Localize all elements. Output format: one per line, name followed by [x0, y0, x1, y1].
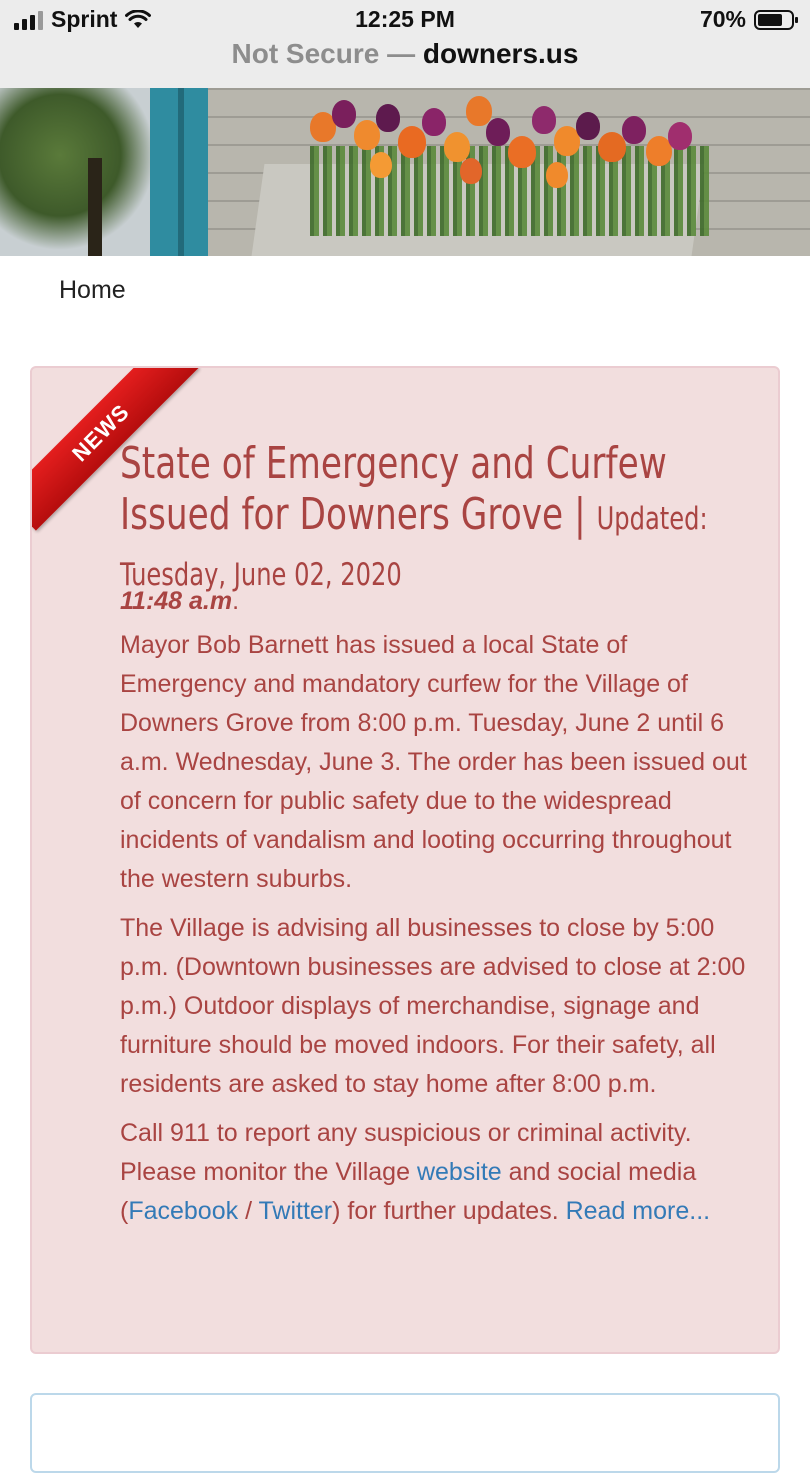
website-link[interactable]: website: [416, 1158, 502, 1186]
carrier-label: Sprint: [51, 6, 118, 32]
battery-icon: [754, 10, 794, 30]
security-label: Not Secure: [231, 38, 380, 69]
news-paragraph-2: The Village is advising all businesses to close by 5:00 p.m. (Downtown businesses are advised to close at 2:00 p.m.) Outdoor displays of merchandise, signage and furniture should be moved indoors. For their safety, all residents are asked to stay home after 8:00 p.m.: [120, 914, 746, 1098]
news-time-value: 11:48 a.m: [120, 587, 233, 615]
news-paragraph-3: Call 911 to report any suspicious or criminal activity. Please monitor the Village website and social media (Facebook / Twitter) for further updates. Read more...: [120, 1119, 711, 1225]
facebook-link[interactable]: Facebook: [128, 1197, 239, 1225]
banner-tree: [0, 88, 150, 256]
read-more-link[interactable]: Read more...: [565, 1197, 711, 1225]
status-right: [700, 6, 794, 33]
banner-flowers: [310, 92, 700, 212]
news-title: State of Emergency and Curfew Issued for Downers Grove |: [120, 438, 667, 540]
news-headline: [120, 438, 760, 601]
breadcrumb-home[interactable]: Home: [59, 276, 126, 304]
news-updated-date: Updated: Tuesday, June 02, 2020: [120, 501, 708, 593]
header-banner-image: [0, 88, 810, 256]
news-content: [120, 438, 760, 1231]
news-paragraph-1: Mayor Bob Barnett has issued a local State of Emergency and mandatory curfew for the Village of Downers Grove from 8:00 p.m. Tuesday, June 2 until 6 a.m. Wednesday, June 3. The order has been issued out of concern for public safety due to the widespread incidents of vandalism and looting occurring throughout the western suburbs.: [120, 631, 747, 893]
news-time-suffix: .: [232, 587, 240, 615]
twitter-link[interactable]: Twitter: [258, 1197, 333, 1225]
news-alert-card: [30, 366, 780, 1354]
next-info-card: [30, 1393, 780, 1473]
url-separator: —: [379, 38, 423, 69]
address-bar[interactable]: [0, 38, 810, 70]
breadcrumb: [59, 276, 126, 305]
news-ribbon: NEWS: [30, 366, 199, 531]
status-bar: [0, 0, 810, 88]
url-host: downers.us: [422, 38, 579, 69]
battery-percent: 70%: [699, 6, 746, 32]
clock: 12:25 PM: [355, 6, 455, 32]
